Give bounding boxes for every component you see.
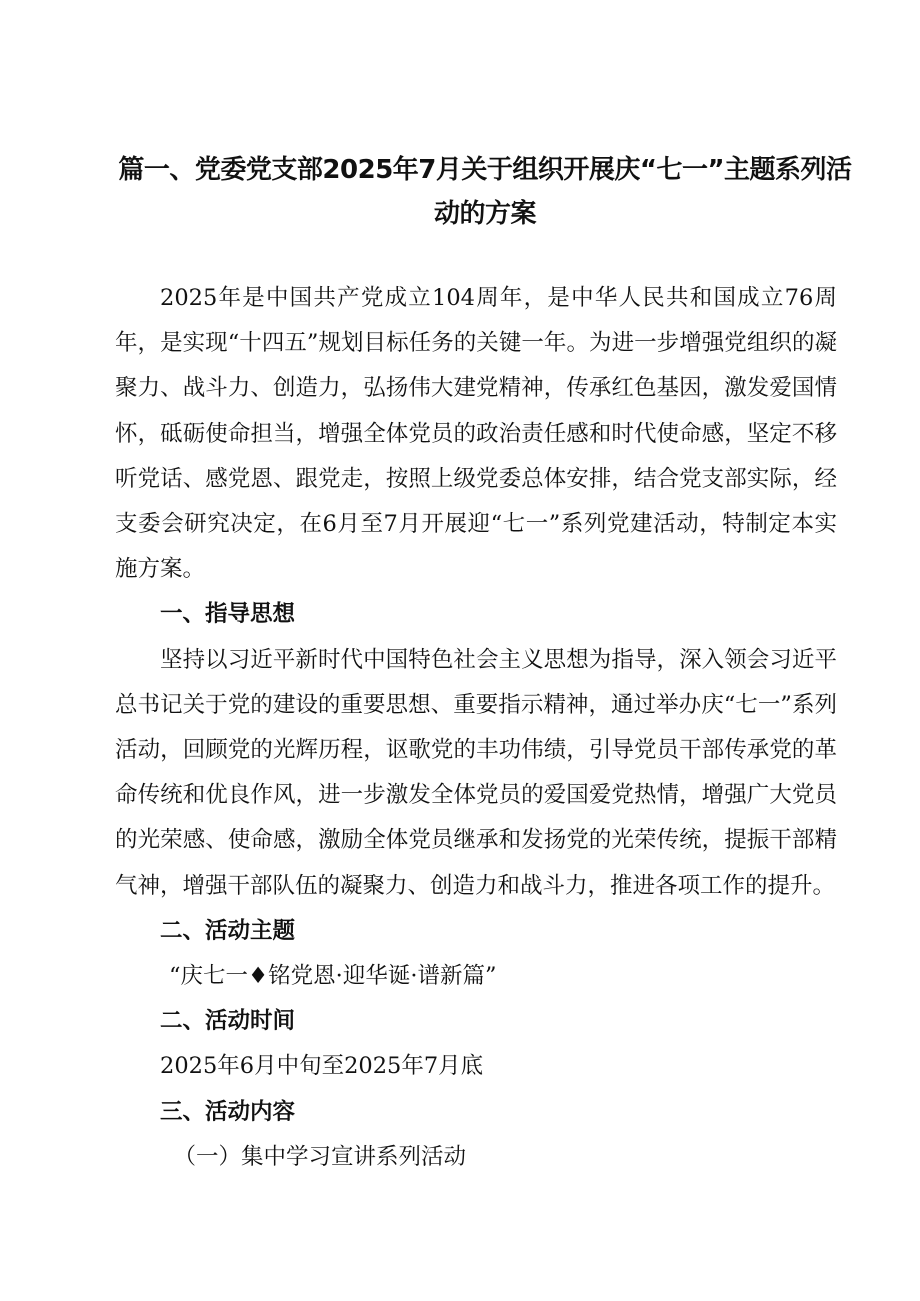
activity-time-text: 2025年6月中旬至2025年7月底 — [160, 1053, 484, 1080]
section-heading-guiding-ideology: 一、指导思想 — [160, 601, 296, 628]
document-title: 篇一、党委党支部2025年7月关于组织开展庆“七一”主题系列活动的方案 — [118, 155, 852, 229]
document-body — [115, 276, 837, 1180]
section-heading-activity-theme: 二、活动主题 — [160, 917, 296, 944]
activity-theme-text: “庆七一♦铭党恩·迎华诞·谱新篇” — [169, 963, 497, 990]
intro-paragraph: 2025年是中国共产党成立104周年，是中华人民共和国成立76周年，是实现“十四五”规划目标任务的关键一年。为进一步增强党组织的凝聚力、战斗力、创造力，弘扬伟大建党精神，传承红色基因，激发爱国情怀，砥砺使命担当，增强全体党员的政治责任感和时代使命感，坚定不移听党话、感党恩、跟党走，按照上级党委总体安排，结合党支部实际，经支委会研究决定，在6月至7月开展迎“七一”系列党建活动，特制定本实施方案。 — [115, 285, 837, 583]
section-heading-activity-content: 三、活动内容 — [160, 1098, 296, 1125]
section-heading-activity-time: 二、活动时间 — [160, 1008, 296, 1035]
activity-content-subheading: （一）集中学习宣讲系列活动 — [173, 1143, 467, 1170]
guiding-ideology-paragraph: 坚持以习近平新时代中国特色社会主义思想为指导，深入领会习近平总书记关于党的建设的重要思想、重要指示精神，通过举办庆“七一”系列活动，回顾党的光辉历程，讴歌党的丰功伟绩，引导党员干部传承党的革命传统和优良作风，进一步激发全体党员的爱国爱党热情，增强广大党员的光荣感、使命感，激励全体党员继承和发扬党的光荣传统，提振干部精气神，增强干部队伍的凝聚力、创造力和战斗力，推进各项工作的提升。 — [115, 646, 837, 899]
